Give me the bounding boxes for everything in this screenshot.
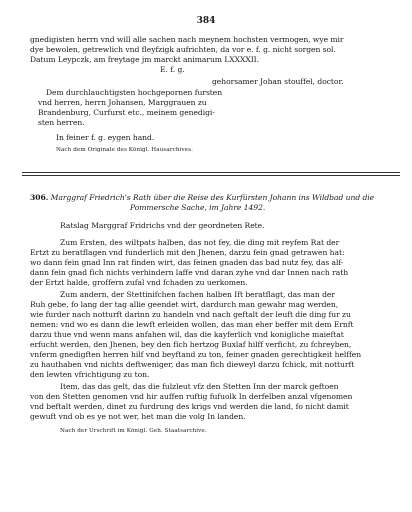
body-line: Zum andern, der Stettinifchen fachen halben Ift beratflagt, das man der [60, 290, 335, 299]
body-line: darzu thue vnd wenn mans anfahen wil, das die kayferlich vnd konigliche maieftat [30, 330, 344, 339]
source-note: Nach dem Originale des Königl. Hausarchives. [56, 147, 193, 153]
text-line: dye bewolen, getrewlich vnd fleyfzigk aufrichten, da vor e. f. g. nicht sorgen sol. [30, 45, 336, 54]
body-line: nemen: vnd wo es dann die lewft erleiden wollen, das man eher beffer mit dem Ernft [30, 320, 354, 329]
signature: gehorsamer Johan stouffel, doctor. [212, 77, 344, 86]
body-line: Zum Ersten, des wiltpats halben, das not fey, die ding mit reyfem Rat der [60, 238, 340, 247]
section-heading-continued: Pommersche Sache, im Jahre 1492. [130, 203, 266, 212]
page-number: 384 [196, 16, 216, 26]
body-line: zu hauthaben vnd nichts deftweniger, das man fich dieweyl darzu fchick, mit notturft [30, 360, 355, 369]
body-line: erfucht werden, den Jhenen, bey den fich hertzog Buxlaf hilff verficht, zu fchreyben, [30, 340, 352, 349]
body-line: Ruh gebe, fo lang der tag allie geendet wirt, dardurch man gewahr mag werden, [30, 300, 339, 309]
body-line: gewuft vnd ob es ye not wer, het man die volg In landen. [30, 412, 246, 421]
section-subtitle: Ratslag Marggraf Fridrichs vnd der geordneten Rete. [60, 221, 265, 230]
body-line: wo dann fein gnad Inn rat finden wirt, das feinen gnaden das bad nutz fey, das alf- [30, 258, 344, 267]
address-line: vnd herren, herrn Johansen, Marggrauen zu [38, 98, 207, 107]
body-line: vnferm gnedigften herren hilf vnd beyftand zu ton, feiner gnaden gerechtigkeit helffen [30, 350, 362, 359]
address-line: sten herren. [38, 118, 85, 127]
section-heading-text: Marggraf Friedrich's Rath über die Reise des Kurfürsten Johann ins Wildbad und die [50, 193, 375, 202]
text-line: gnedigisten herrn vnd will alle sachen nach meynem hochsten vermogen, wye mir [30, 35, 344, 44]
body-line: Ertzt zu beratflagen vnd funderlich mit den Jhenen, darzu fein gnad getrawen hat: [30, 248, 345, 257]
address-line: Dem durchlauchtigsten hochgepornen fursten [46, 88, 223, 97]
body-line: Item, das das gelt, das die fulzleut vfz den Stetten Inn der marck geftoen [60, 382, 339, 391]
section-heading [30, 193, 374, 203]
body-line: den lewten vfrichtigung zu ton. [30, 370, 150, 379]
text-line: Datum Leypczk, am freytage jm marckt animarum LXXXXII. [30, 55, 259, 64]
body-line: wie furder nach notturft darinn zu handeln vnd nach geftalt der leuft die ding fur zu [30, 310, 351, 319]
section-number: 306. [30, 193, 49, 202]
section-separator [22, 172, 400, 173]
body-line: der Ertzt halde, groffern zufal vnd fchaden zu uerkomen. [30, 278, 248, 287]
salutation: E. f. g. [160, 65, 185, 74]
source-note: Nach der Urschrift im Königl. Geh. Staatsarchive. [60, 428, 207, 434]
body-line: von den Stetten genomen vnd hir auffen ruftig fufuolk In derfelben anzal vfgenomen [30, 392, 353, 401]
body-line: dann fein gnad fich nichts verhindern laffe vnd daran zyhe vnd dar Innen nach rath [30, 268, 349, 277]
hand-note: In feiner f. g. eygen hand. [56, 133, 155, 142]
body-line: vnd beftalt werden, dinet zu furdrung des krigs vnd werden die land, fo nicht damit [30, 402, 349, 411]
address-line: Brandenburg, Curfurst etc., meinem genedigi- [38, 108, 215, 117]
